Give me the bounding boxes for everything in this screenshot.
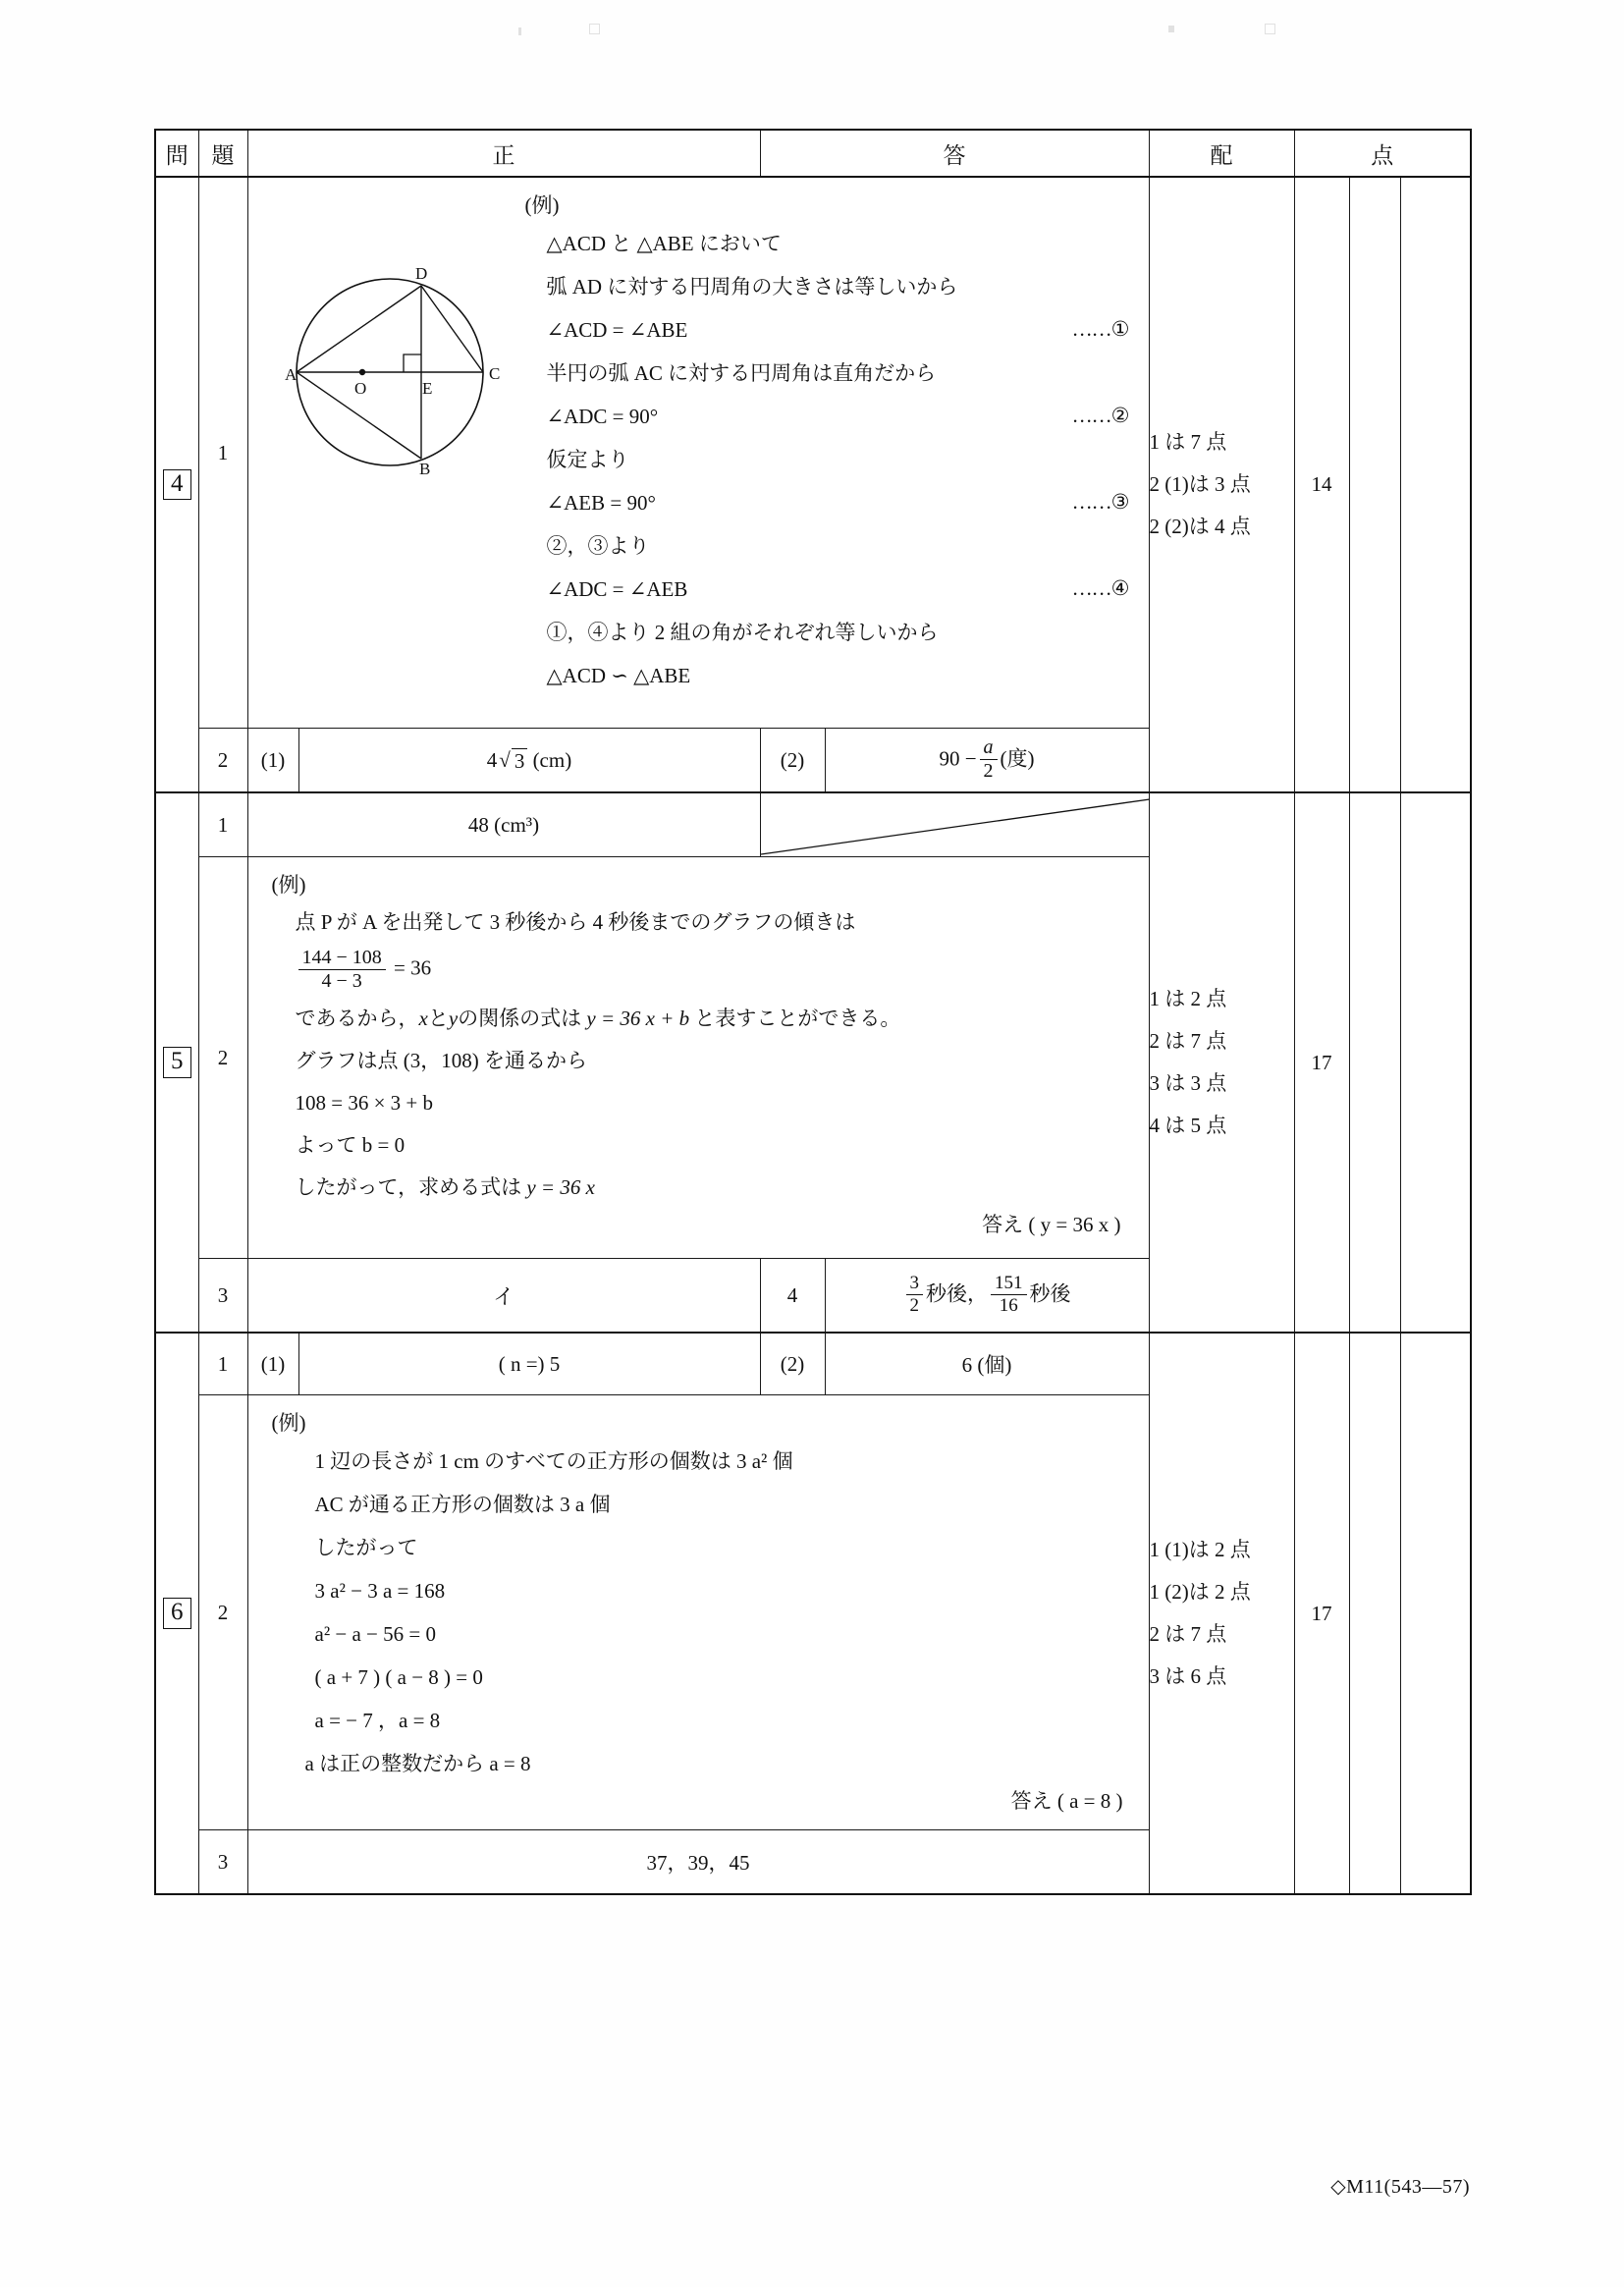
proof-line-text: ∠AEB = 90° [546, 490, 656, 515]
proof-line-text: ①，④より 2 組の角がそれぞれ等しいから [546, 620, 939, 644]
proof-line [547, 438, 1131, 481]
solution-line: したがって [314, 1535, 418, 1559]
solution-line [296, 1167, 1131, 1209]
problem4-number [155, 177, 198, 792]
score-line: 4 は 5 点 [1149, 1114, 1227, 1138]
svg-text:B: B [418, 460, 430, 478]
problem6-row1-part1-label: (1) [247, 1333, 298, 1395]
problem4-row2-sub: 2 [198, 729, 247, 793]
proof-line-marker: ……② [1071, 404, 1129, 427]
problem4-row2-part2-value [825, 729, 1149, 793]
problem5-row1-sub: 1 [198, 792, 247, 857]
score-line: 1 (1)は 2 点 [1149, 1537, 1251, 1561]
solution-line: ( a + 7 ) ( a − 8 ) = 0 [314, 1664, 483, 1689]
problem5-row4-sub: 4 [760, 1259, 825, 1334]
problem5-row1-empty [760, 792, 1149, 857]
solution-line: AC が通る正方形の個数は 3 a 個 [314, 1492, 611, 1516]
fraction-numerator: 144 − 108 [301, 947, 382, 968]
svg-text:C: C [488, 364, 500, 383]
problem5-row1-value: 48 (cm³) [247, 792, 760, 857]
value-unit: (度) [1000, 745, 1035, 770]
fraction-equals: = 36 [394, 955, 432, 980]
problem5-score-breakdown [1149, 792, 1294, 1333]
problem4-row1-sub: 1 [198, 177, 247, 729]
fraction-denominator: 4 − 3 [298, 969, 386, 992]
problem6-row3-value: 37，39，45 [247, 1830, 1149, 1895]
proof-line-text: △ACD ∽ △ABE [546, 663, 691, 687]
problem5-points-col3 [1400, 792, 1471, 1333]
value-prefix: 90 − [939, 745, 977, 770]
problem6-row1-part1-value: ( n =) 5 [298, 1333, 760, 1395]
score-line: 1 は 7 点 [1149, 429, 1227, 454]
problem4-total: 14 [1294, 177, 1349, 792]
proof-line-text: ∠ACD = ∠ABE [546, 317, 688, 342]
scan-speck [518, 27, 521, 35]
value-unit: 秒後 [926, 1280, 967, 1305]
proof-line-marker: ……① [1071, 317, 1129, 341]
fraction-denominator: 2 [980, 759, 998, 782]
proof-line-text: 弧 AD に対する円周角の大きさは等しいから [546, 274, 958, 299]
header-answer: 答 [760, 130, 1149, 177]
fraction [980, 737, 998, 782]
problem6-row1-part2-label: (2) [760, 1333, 825, 1395]
proof-line [547, 568, 1131, 611]
problem5-row2-body [247, 857, 1149, 1259]
problem4-score-breakdown [1149, 177, 1294, 792]
fraction [991, 1274, 1027, 1316]
line-part: と [427, 1007, 449, 1030]
proof-line-text: ②，③より [546, 533, 650, 558]
scan-speck [589, 24, 600, 34]
score-line: 1 は 2 点 [1149, 986, 1227, 1010]
solution-line-fraction [296, 944, 1131, 998]
proof-line-marker: ……④ [1071, 576, 1129, 600]
proof-line [547, 524, 1131, 568]
problem5-row3-sub: 3 [198, 1259, 247, 1334]
solution-line: 3 a² − 3 a = 168 [314, 1578, 446, 1603]
proof-line-marker: ……③ [1071, 490, 1129, 514]
score-line: 3 は 6 点 [1149, 1664, 1227, 1689]
proof-line-text: ∠ADC = ∠AEB [546, 576, 688, 601]
example-label: (例) [271, 1411, 306, 1435]
problem6-score-breakdown [1149, 1333, 1294, 1894]
proof-line-text: △ACD と △ABE において [546, 231, 782, 255]
solution-line: a = − 7 ，a = 8 [314, 1708, 441, 1732]
svg-text:E: E [421, 379, 432, 398]
svg-text:D: D [414, 264, 427, 283]
score-line: 2 は 7 点 [1149, 1028, 1227, 1053]
problem-number-box: 6 [163, 1598, 191, 1628]
score-line: 2 (1)は 3 点 [1149, 471, 1251, 496]
final-answer: 答え ( a = 8 ) [1010, 1789, 1123, 1813]
fraction [906, 1274, 924, 1316]
solution-line: a² − a − 56 = 0 [314, 1621, 436, 1646]
proof-line [547, 265, 1131, 308]
proof-line-text: 仮定より [546, 447, 629, 471]
value-prefix: 4 [486, 748, 498, 772]
problem6-number [155, 1333, 198, 1894]
problem4-row2-part1-label: (1) [247, 729, 298, 793]
problem-number-box: 5 [163, 1047, 191, 1077]
fraction [298, 948, 386, 992]
score-line: 3 は 3 点 [1149, 1071, 1227, 1095]
svg-text:A: A [284, 365, 297, 384]
problem6-points-col2 [1349, 1333, 1400, 1894]
fraction-denominator: 2 [906, 1294, 924, 1316]
problem5-row4-value [825, 1259, 1149, 1334]
line-part: の関係の式は [458, 1007, 582, 1030]
problem5-row3-value: イ [247, 1259, 760, 1334]
sqrt-radicand: 3 [512, 748, 528, 774]
proof-line [547, 395, 1131, 438]
proof-line [547, 654, 1131, 697]
problem4-points-col3 [1400, 177, 1471, 792]
fraction-denominator: 16 [991, 1294, 1027, 1316]
solution-line [296, 998, 1131, 1040]
header-question2: 題 [198, 130, 247, 177]
problem6-row1 [155, 1333, 1471, 1395]
score-line: 2 (2)は 4 点 [1149, 515, 1251, 539]
header-correct: 正 [247, 130, 760, 177]
solution-line: a は正の整数だから a = 8 [304, 1751, 531, 1775]
problem4-row1-body [247, 177, 1149, 729]
problem5-solution [248, 857, 1149, 1253]
problem5-row1 [155, 792, 1471, 857]
problem4-points-col2 [1349, 177, 1400, 792]
problem5-number [155, 792, 198, 1333]
problem6-total: 17 [1294, 1333, 1349, 1894]
equation: y = 36 x + b [586, 1007, 690, 1030]
proof-line [547, 611, 1131, 654]
header-question: 問 [155, 130, 198, 177]
equation: y = 36 x [526, 1175, 595, 1199]
problem4-row2-part1-value [298, 729, 760, 793]
problem4-row1 [155, 177, 1471, 729]
svg-text:O: O [353, 379, 366, 398]
strikethrough-line [761, 793, 1150, 855]
problem5-row2-sub: 2 [198, 857, 247, 1259]
separator: ， [967, 1280, 988, 1305]
solution-line: 1 辺の長さが 1 cm のすべての正方形の個数は 3 a² 個 [314, 1448, 793, 1473]
problem6-row1-part2-value: 6 (個) [825, 1333, 1149, 1395]
problem5-points-col2 [1349, 792, 1400, 1333]
scan-speck [1168, 26, 1174, 32]
solution-line: 点 P が A を出発して 3 秒後から 4 秒後までのグラフの傾きは [295, 910, 856, 934]
answer-key-table [154, 129, 1472, 1895]
table-header-row [155, 130, 1471, 177]
circle-diagram [284, 262, 529, 488]
fraction-numerator: a [983, 735, 994, 758]
value-unit: 秒後 [1029, 1280, 1071, 1305]
score-line: 1 (2)は 2 点 [1149, 1579, 1251, 1604]
final-answer: 答え ( y = 36 x ) [982, 1213, 1121, 1236]
solution-line: 108 = 36 × 3 + b [295, 1091, 434, 1115]
fraction-numerator: 3 [909, 1272, 919, 1293]
proof-line [547, 308, 1131, 352]
proof-line [547, 222, 1131, 265]
proof-line-text: 半円の弧 AC に対する円周角は直角だから [546, 360, 937, 385]
header-points: 点 [1294, 130, 1471, 177]
proof-line [547, 352, 1131, 395]
sqrt-icon: √ 3 [497, 747, 527, 773]
problem6-points-col3 [1400, 1333, 1471, 1894]
example-label: (例) [524, 193, 560, 217]
problem6-solution [248, 1395, 1149, 1829]
value-unit: (cm) [532, 748, 572, 772]
variable-x: x [418, 1007, 428, 1030]
problem6-row2-sub: 2 [198, 1395, 247, 1830]
score-line: 2 は 7 点 [1149, 1622, 1227, 1646]
variable-y: y [448, 1007, 459, 1030]
line-part: であるから， [295, 1007, 419, 1030]
solution-line: グラフは点 (3，108) を通るから [295, 1049, 587, 1072]
problem6-row3-sub: 3 [198, 1830, 247, 1895]
line-part: したがって，求める式は [295, 1175, 522, 1199]
problem5-total: 17 [1294, 792, 1349, 1333]
document-footer: ◇M11(543—57) [1330, 2176, 1470, 2198]
header-allocation: 配 [1149, 130, 1294, 177]
fraction-numerator: 151 [995, 1272, 1023, 1293]
problem-number-box: 4 [163, 469, 191, 500]
solution-line: よって b = 0 [295, 1133, 406, 1157]
problem6-row2-body [247, 1395, 1149, 1830]
proof-line-text: ∠ADC = 90° [546, 404, 659, 428]
example-label: (例) [271, 873, 306, 897]
problem4-row2-part2-label: (2) [760, 729, 825, 793]
line-part: と表すことができる。 [694, 1007, 901, 1030]
problem6-row1-sub: 1 [198, 1333, 247, 1395]
scan-speck [1265, 24, 1275, 34]
proof-line [547, 481, 1131, 524]
